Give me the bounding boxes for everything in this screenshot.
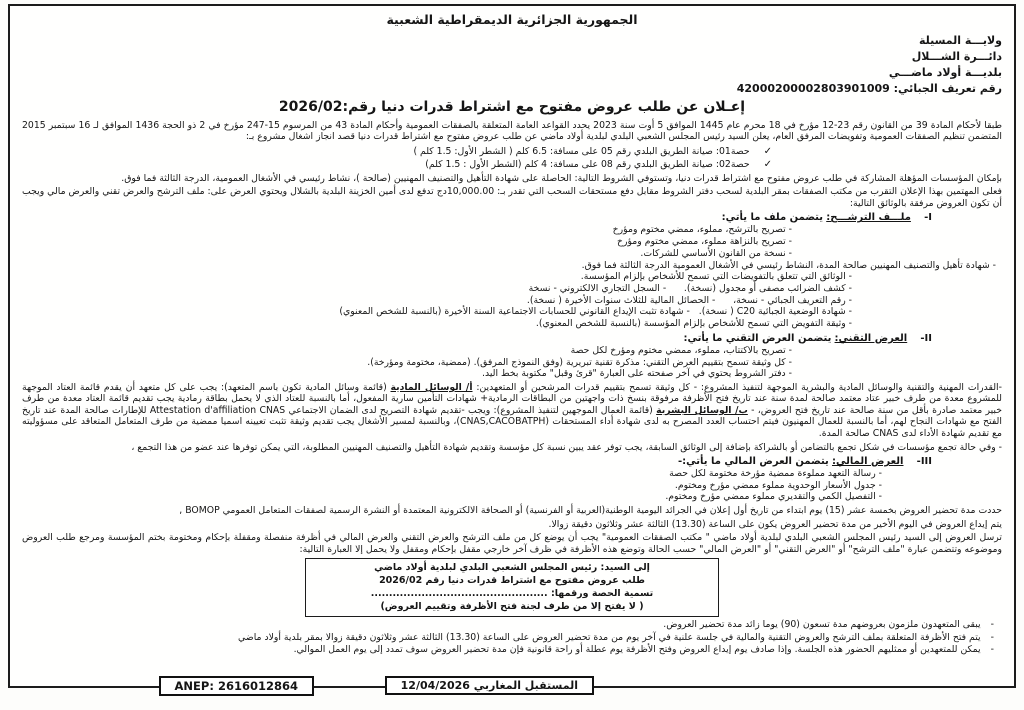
dash-bullet: -	[990, 631, 994, 643]
technical-item: - كل وثيقة تسمح بتقييم العرض التقني: مذكرة تقنية تبريرية (وفق النموذج المرفق). (ممضية، مختومة ومؤرخة).	[367, 356, 792, 368]
section-financial-title: العرض المالي:	[831, 456, 904, 468]
envelope-tender-reference: طلب عروض مفتوح مع اشتراط قدرات دنيا رقم 2026/02	[379, 575, 645, 586]
section-financial-number: III-	[916, 456, 932, 468]
commune-line: بلديـــة أولاد ماضـــي	[888, 65, 1002, 79]
note-1-text: يبقى المتعهدون ملزمون بعروضهم مدة تسعون (90) يوما زائد مدة تحضير العروض.	[663, 619, 981, 631]
anep-reference-box	[159, 676, 314, 696]
lot-item-2	[22, 158, 1002, 171]
technical-item: - دفتر الشروط يحتوي في آخر صفحته على العبارة "قرئ وقبل" مكتوبة بخط اليد.	[482, 368, 792, 380]
capacities-part-1: -القدرات المهنية والتقنية والوسائل المادية والبشرية الموجهة لتنفيذ المشروع: - كل وثيقة تسمح بتقييم قدرات المرشحين أو المتعهدين:	[472, 381, 1002, 393]
section-candidacy-heading	[22, 212, 1002, 223]
note-2-text: يتم فتح الأظرفة المتعلقة بملف الترشح والعروض التقنية والمالية في جلسة علنية في آخر يوم من مدة تحضير العروض على الساعة (13.30) الثالثة عشر وثلاثون دقيقة زوالا بمقر بلدية أولاد ماضي	[238, 631, 981, 643]
deposit-paragraph: يتم إيداع العروض في اليوم الأخير من مدة تحضير العروض يكون على الساعة (13.30) الثالثة عشر وثلاثون دقيقة زوالا.	[548, 518, 1002, 530]
daira-line: دائـــرة الشـــلال	[911, 49, 1002, 63]
section-candidacy-lead: يتضمن ملف ما يأتي:	[721, 212, 824, 224]
newspaper-date-box	[385, 676, 594, 695]
tender-title: إعـلان عن طلب عروض مفتوح مع اشتراط قدرات دنيا رقم:2026/02	[278, 98, 746, 115]
section-financial-heading	[22, 456, 1002, 467]
candidacy-item: - رقم التعريف الجبائي - نسخة، - الحصائل المالية للثلاث سنوات الأخيرة ( نسخة).	[526, 294, 852, 306]
authority-block	[22, 33, 1002, 97]
financial-item: - التفصيل الكمي والتقديري مملوء ممضي مؤرخ ومختوم.	[665, 491, 882, 503]
tax-id-line	[22, 81, 1002, 97]
checkmark-icon: ✓	[763, 145, 772, 157]
checkmark-icon: ✓	[763, 158, 772, 170]
note-3-text: يمكن للمتعهدين أو ممثليهم الحضور هذه الجلسة. وإذا صادف يوم إيداع العروض وفتح الأظرفة يوم عطلة أو راحة قانونية فإن مدة تحضير العروض سوف تمدد إلى يوم العمل الموالي.	[293, 643, 981, 655]
financial-item: - رسالة التعهد مملوءة ممضية مؤرخة مختومة لكل حصة	[669, 468, 882, 480]
section-financial-lead: يتضمن العرض المالي ما يأتي:-	[677, 456, 829, 468]
envelope-do-not-open-notice: ( لا يفتح إلا من طرف لجنة فتح الأظرفة وتقييم العروض)	[380, 600, 644, 612]
newspaper-name: المستقبل المغاربي	[473, 679, 578, 692]
final-note	[22, 644, 1002, 656]
financial-item: - جدول الأسعار الوحدوية مملوء ممضي مؤرخ ومختوم.	[674, 479, 882, 491]
tax-id-label: رقم تعريف الجبائي:	[893, 81, 1002, 95]
sending-paragraph: ترسل العروض إلى السيد رئيس المجلس الشعبي البلدي لبلدية أولاد ماضي " مكتب الصفقات العمومية" يجب أن يوضع كل من ملف الترشح والعرض التقني والعرض المالي في أظرفة منفصلة ومقفلة بإحكام ومختومة بختم المؤسسة ومرجع طلب العروض وموضوعه وتتضمن عبارة "ملف الترشح" أو "العرض التقني" أو "العرض المالي" حسب الحالة وتوضع هذه الأظرفة في ظرف آخر خارجي مقفل بإحكام ومقفل ولا يحمل إلا العبارة التالية:	[22, 532, 1002, 555]
candidacy-item: - كشف الضرائب مصفى أو مجدول (نسخة). - السجل التجاري الالكتروني - نسخة	[528, 283, 852, 294]
candidacy-item: - الوثائق التي تتعلق بالتفويضات التي تسمح للأشخاص بإلزام المؤسسة.	[580, 271, 852, 283]
preparation-duration-paragraph: حددت مدة تحضير العروض بخمسة عشر (15) يوم ابتداء من تاريخ أول إعلان في الجرائد اليومية الوطنية(العربية أو الفرنسية) أو الصحافة الالكترونية المعتمدة أو النشرة الرسمية لصفقات المتعامل العمومي BOMOP ,	[179, 505, 1002, 517]
anep-number: 2616012864	[217, 679, 298, 693]
candidacy-item: - تصريح بالترشح، مملوء، ممضي مختوم ومؤرخ	[612, 224, 792, 236]
section-candidacy-number: I-	[924, 212, 932, 224]
section-technical-lead: يتضمن العرض التقني ما يأتي:	[683, 332, 832, 344]
lot-1-text: حصة01: صيانة الطريق البلدي رقم 05 على مسافة: 6.5 كلم ( الشطر الأول: 1.5 كلم )	[413, 145, 750, 157]
candidacy-item: - شهادة الوضعية الجبائية C20 ( نسخة). - شهادة تثبت الإيداع القانوني للحسابات الاجتماعية السنة الأخيرة (بالنسبة للشخص المعنوي)	[339, 306, 852, 318]
anep-label: ANEP:	[174, 679, 214, 693]
section-candidacy-title: ملـــف الترشـــح:	[826, 212, 911, 224]
candidacy-item: - تصريح بالنزاهة مملوء، ممضي مختوم ومؤرخ	[617, 236, 792, 248]
technical-item: - تصريح بالاكتتاب، مملوء، ممضي مختوم ومؤرخ لكل حصة	[570, 344, 792, 356]
wilaya-line: ولايـــة المسيلة	[918, 34, 1002, 47]
withdrawal-paragraph: فعلى المهتمين بهذا الإعلان التقرب من مكتب الصفقات بمقر البلدية لسحب دفتر الشروط مقابل دفع مستحقات السحب التي تقدر بـ: 10,000.00دج تدفع لدى أمين الخزينة البلدية بالشلال ويحتوي العرض على: ملف الترشح والعرض تقني والعرض مالي ويجب أن تكون العروض مرفقة بالوثائق التالية:	[22, 186, 1002, 209]
envelope-label-box	[305, 558, 719, 617]
republic-title: الجمهورية الجزائرية الديمقراطية الشعبية	[386, 12, 638, 27]
tax-id-value: 42000200002803901009	[736, 81, 890, 95]
capacities-part-2: (قائمة وسائل المادية تكون باسم المتعهد): يجب على كل متعهد أن يقدم قائمة العتاد الموجهة للمشروع معدة من طرف خبير عتاد معتمد صالحة لمدة سنة عند تاريخ فتح الأظرفة مرفوقة بنسخ ذات واجهتين من البطاقات الرمادية+ شهادات التأمين سارية المفعول، أما بالنسبة للعتاد الذي لا يحمل بطاقة رمادية يجب تقديم قائمة العتاد معدة من طرف خبير معتمد صادرة بأقل من سنة صالحة عند تاريخ فتح العروض، -	[22, 381, 1002, 416]
human-means-label: ب/ الوسائل البشرية	[656, 404, 748, 416]
eligibility-paragraph: بإمكان المؤسسات المؤهلة المشاركة في طلب عروض مفتوح مع اشتراط قدرات دنيا، وتستوفي الشروط التالية: الحاصلة على شهادة التأهيل والتصنيف المهنيين (صالحة )، نشاط رئيسي في الأشغال العمومية، الدرجة الثالثة فما فوق.	[121, 172, 1002, 184]
lot-item-1	[22, 145, 1002, 158]
publication-date: 12/04/2026	[400, 679, 470, 692]
intro-paragraph: طبقا لأحكام المادة 39 من القانون رقم 23-12 مؤرخ في 18 محرم عام 1445 الموافق 5 أوت سنة 2023 يحدد القواعد العامة المتعلقة بالصفقات العمومية وأحكام المادة 43 من المرسوم 15-247 مؤرخ في 2 ذو الحجة 1436 الموافق لـ 16 سبتمبر 2015 المتضمن تنظيم الصفقات العمومية وتفويضات المرفق العام، يعلن السيد رئيس المجلس الشعبي البلدي لبلدية أولاد ماضي عن طلب عروض مفتوح مع اشتراط قدرات دنيا قصد انجاز اشغال مشروع بـ:	[22, 119, 1003, 143]
candidacy-item: - وثيقة التفويض التي تسمح للأشخاص بإلزام المؤسسة (بالنسبة للشخص المعنوي).	[535, 318, 852, 330]
capacities-paragraph	[22, 382, 1002, 440]
envelope-addressee: إلى السيد: رئيس المجلس الشعبي البلدي لبلدية أولاد ماضي	[374, 562, 650, 574]
dash-bullet: -	[990, 643, 994, 655]
grouping-paragraph: - وفي حالة تجمع مؤسسات في شكل تجمع بالتضامن أو بالشراكة بإضافة إلى الوثائق السابقة، يجب توفر عقد يبين نسبة كل مؤسسة وتقديم شهادة التأهيل والتصنيف المهنيين المطلوبة، التي يمكن توفرها عند عضو من هذا التجمع ،	[131, 441, 1002, 453]
document-frame	[8, 4, 1016, 688]
material-means-label: أ/ الوسائل المادية	[390, 381, 473, 393]
candidacy-item: - نسخة من القانون الأساسي للشركات.	[640, 247, 792, 259]
candidacy-item: - شهادة تأهيل والتصنيف المهنيين صالحة المدة، النشاط رئيسي في الأشغال العمومية الدرجة الثالثة فما فوق.	[581, 259, 996, 271]
capacities-part-3: (قائمة العمال الموجهين لتنفيذ المشروع): ويجب -تقديم شهادة التصريح لدى الضمان الاجتماعي Attestation d'affiliation CNAS للإطارات صالحة المدة عند تاريخ الفتح مع شهادات النجاح لهم، أما بالنسبة للعمال المهنيون فيتم احتساب العدد المصرح به لدى شهادة أداء المستحقات (CNAS,CACOBATPH)، وبالنسبة لمسير الأشغال يجب تقديم وثيقة تثبت تعيينه اسميا ممضية من طرف المتعامل المتعاقد على مسؤوليته مع تقديم شهادة الأداء لدى CNAS صالحة المدة.	[22, 404, 1002, 439]
final-note	[22, 619, 1002, 631]
lot-2-text: حصة02: صيانة الطريق البلدي رقم 08 على مسافة: 4 كلم (الشطر الأول : 1.5 كلم)	[425, 158, 750, 170]
section-technical-heading	[22, 333, 1002, 344]
section-technical-title: العرض التقني:	[834, 332, 908, 344]
final-note	[22, 632, 1002, 644]
envelope-lot-name-line: تسمية الحصة ورقمها: .................................................	[370, 587, 654, 599]
dash-bullet: -	[990, 619, 994, 631]
section-technical-number: II-	[920, 332, 932, 344]
